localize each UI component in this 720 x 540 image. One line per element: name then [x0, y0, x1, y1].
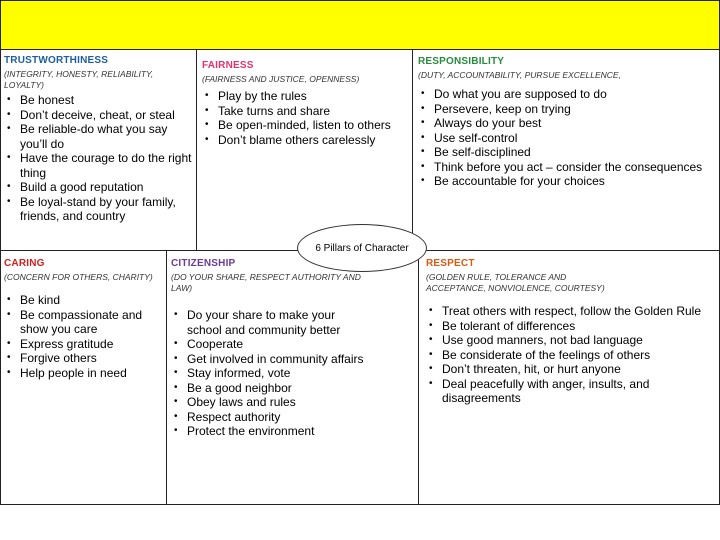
list-item: • Use good manners, not bad language — [426, 333, 712, 348]
list-item: • Think before you act – consider the consequences — [418, 160, 716, 175]
title-banner — [0, 0, 720, 50]
list-item: • Be honest — [4, 93, 194, 108]
pillar-title: TRUSTWORTHINESS — [4, 55, 109, 66]
list-item: • Help people in need — [4, 366, 164, 381]
list-item: • Be reliable-do what you say you’ll do — [4, 122, 194, 151]
list-item: • Be accountable for your choices — [418, 174, 716, 189]
list-item: • Deal peacefully with anger, insults, and disagreements — [426, 377, 712, 406]
list-item: • Be self-disciplined — [418, 145, 716, 160]
list-item: • Treat others with respect, follow the Golden Rule — [426, 304, 712, 319]
list-item: • Obey laws and rules — [171, 395, 366, 410]
pillar-subtitle: (DO YOUR SHARE, RESPECT AUTHORITY AND LAW) — [171, 272, 361, 293]
divider-bottom-left — [166, 250, 167, 505]
pillar-title: RESPECT — [426, 258, 475, 269]
pillar-title: RESPONSIBILITY — [418, 56, 505, 67]
pillar-caring — [4, 258, 164, 380]
list-item: • Don’t blame others carelessly — [202, 133, 407, 148]
pillar-title: CARING — [4, 258, 45, 269]
pillar-subtitle: (INTEGRITY, HONESTY, RELIABILITY, LOYALTY) — [4, 69, 154, 90]
list-item: • Be kind — [4, 293, 164, 308]
list-item: • Be compassionate and show you care — [4, 308, 164, 337]
pillar-subtitle: (FAIRNESS AND JUSTICE, OPENNESS) — [202, 74, 360, 84]
list-item: • Do your share to make your school and community better — [171, 308, 366, 337]
pillar-title: FAIRNESS — [202, 60, 254, 71]
list-item: • Be a good neighbor — [171, 381, 366, 396]
divider-top-right — [412, 50, 413, 250]
list-item: • Stay informed, vote — [171, 366, 366, 381]
list-item: • Play by the rules — [202, 89, 407, 104]
list-item: • Express gratitude — [4, 337, 164, 352]
divider-bottom-right — [418, 250, 419, 505]
list-item: • Build a good reputation — [4, 180, 194, 195]
pillar-title: CITIZENSHIP — [171, 258, 236, 269]
list-item: • Take turns and share — [202, 104, 407, 119]
list-item: • Forgive others — [4, 351, 164, 366]
list-item: • Don’t deceive, cheat, or steal — [4, 108, 194, 123]
pillar-subtitle: (CONCERN FOR OTHERS, CHARITY) — [4, 272, 153, 282]
list-item: • Do what you are supposed to do — [418, 87, 716, 102]
list-item: • Be open-minded, listen to others — [202, 118, 407, 133]
list-item: • Get involved in community affairs — [171, 352, 366, 367]
list-item: • Respect authority — [171, 410, 366, 425]
list-item: • Protect the environment — [171, 424, 366, 439]
pillar-trustworthiness — [4, 55, 194, 224]
pillar-responsibility — [418, 56, 716, 189]
list-item: • Always do your best — [418, 116, 716, 131]
pillar-subtitle: (DUTY, ACCOUNTABILITY, PURSUE EXCELLENCE, — [418, 70, 621, 80]
pillar-fairness — [202, 60, 407, 147]
pillar-subtitle: (GOLDEN RULE, TOLERANCE AND ACCEPTANCE, NONVIOLENCE, COURTESY) — [426, 272, 605, 293]
list-item: • Don’t threaten, hit, or hurt anyone — [426, 362, 712, 377]
list-item: • Be considerate of the feelings of others — [426, 348, 712, 363]
list-item: • Persevere, keep on trying — [418, 102, 716, 117]
pillar-citizenship — [171, 258, 366, 439]
list-item: • Use self-control — [418, 131, 716, 146]
divider-top-left — [196, 50, 197, 250]
pillar-respect — [426, 258, 712, 406]
list-item: • Cooperate — [171, 337, 366, 352]
list-item: • Have the courage to do the right thing — [4, 151, 194, 180]
list-item: • Be tolerant of differences — [426, 319, 712, 334]
list-item: • Be loyal-stand by your family, friends, and country — [4, 195, 194, 224]
center-oval — [297, 224, 427, 272]
center-label: 6 Pillars of Character — [315, 242, 409, 254]
